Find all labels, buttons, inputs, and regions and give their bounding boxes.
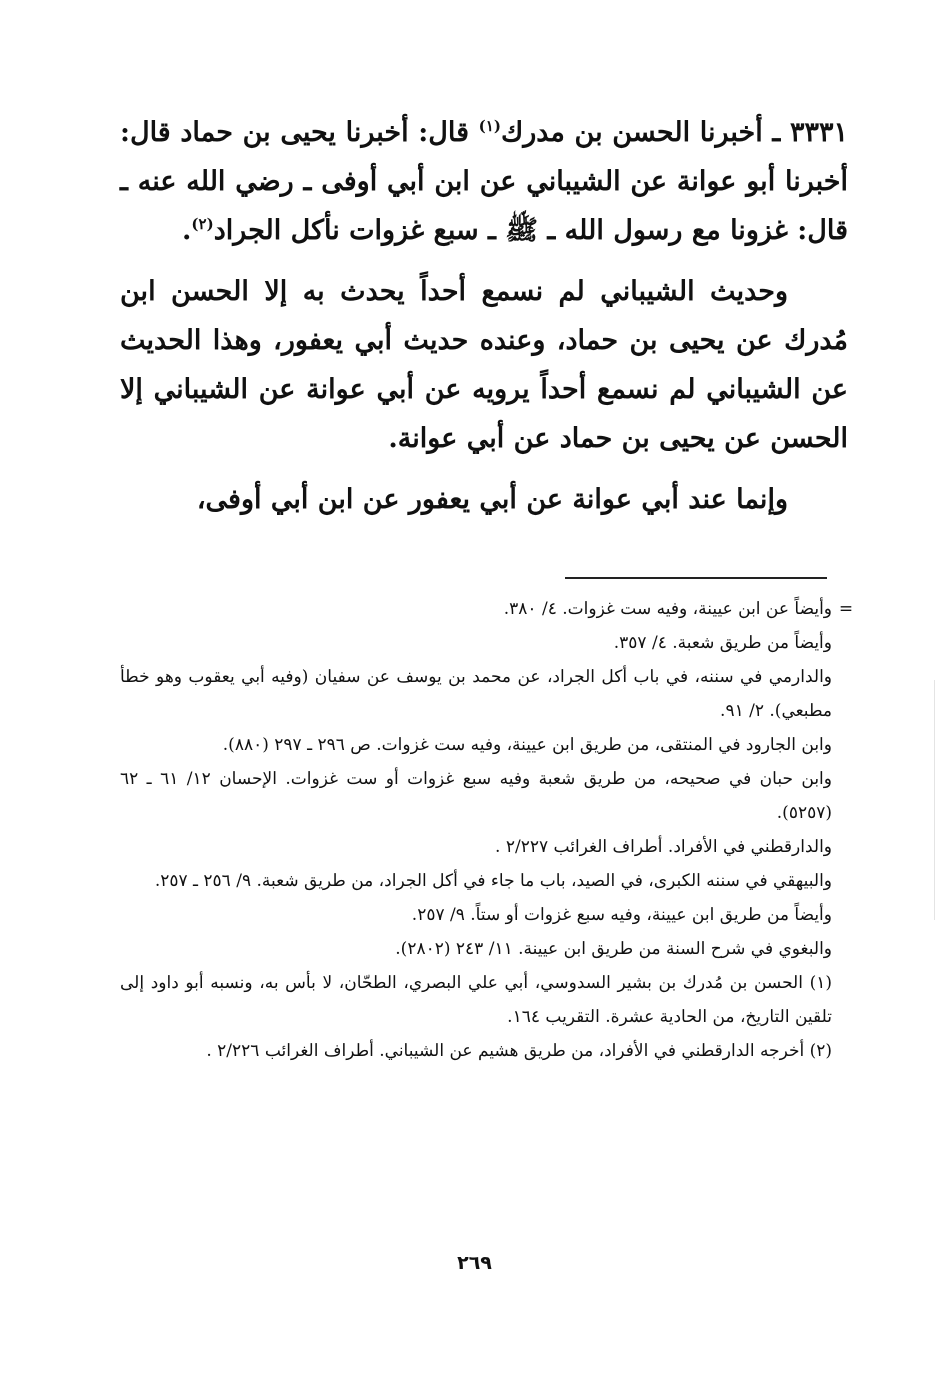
footnote-ref-2: (٢) [191, 215, 214, 233]
footnote-line: وابن حبان في صحيحه، من طريق شعبة وفيه سبع غزوات أو ست غزوات. الإحسان ١٢/ ٦١ ـ ٦٢ (٥٢٥٧). [120, 769, 832, 823]
page-number: ٢٦٩ [457, 1252, 492, 1274]
footnote-2: (٢) أخرجه الدارقطني في الأفراد، من طريق هشيم عن الشيباني. أطراف الغرائب ٢/٢٢٦ . [206, 1041, 832, 1061]
footnote-line: وابن الجارود في المنتقى، من طريق ابن عيينة، وفيه ست غزوات. ص ٢٩٦ ـ ٢٩٧ (٨٨٠). [222, 735, 832, 755]
footnote-line: وأيضاً من طريق ابن عيينة، وفيه سبع غزوات أو ستاً. ٩/ ٢٥٧. [411, 905, 832, 925]
commentary-text-2: وإنما عند أبي عوانة عن أبي يعفور عن ابن أبي أوفى، [196, 484, 788, 515]
footnote-line: والبيهقي في سننه الكبرى، في الصيد، باب ما جاء في أكل الجراد، من طريق شعبة. ٩/ ٢٥٦ ـ ٢٥٧. [154, 871, 832, 891]
footnote-line: والدارقطني في الأفراد. أطراف الغرائب ٢/٢٢٧ . [495, 837, 832, 857]
footnotes [120, 592, 832, 1068]
footnote-line: وأيضاً عن ابن عيينة، وفيه ست غزوات. ٤/ ٣٨٠. [503, 599, 832, 619]
footnote-ref-1: (١) [478, 117, 501, 135]
scan-edge-line [934, 680, 935, 920]
hadith-text-end: . [182, 215, 192, 246]
footnote-separator-line [565, 577, 827, 579]
footnote-line: والدارمي في سننه، في باب أكل الجراد، عن محمد بن يوسف عن سفيان (وفيه أبي يعقوب وهو خطأ مطبعي). ٢/ ٩١. [120, 667, 832, 721]
commentary-paragraph-2 [120, 475, 848, 524]
hadith-number: ٣٣٣١ [789, 117, 848, 148]
hadith-text-part1: أخبرنا الحسن بن مدرك [500, 117, 763, 148]
main-text [120, 108, 848, 524]
commentary-text-1: وحديث الشيباني لم نسمع أحداً يحدث به إلا الحسن ابن مُدرك عن يحيى بن حماد، وعنده حديث أبي يعفور، وهذا الحديث عن الشيباني لم نسمع أحداً يرويه عن أبي عوانة عن الشيباني إلا الحسن عن يحيى بن حماد عن أبي عوانة. [120, 276, 848, 454]
footnote-line: وأيضاً من طريق شعبة. ٤/ ٣٥٧. [613, 633, 832, 653]
hadith-separator: ـ [762, 117, 790, 148]
footnote-continuation-marker: = [838, 599, 854, 619]
hadith-paragraph [120, 108, 848, 255]
commentary-paragraph-1 [120, 267, 848, 463]
footnote-line: والبغوي في شرح السنة من طريق ابن عيينة. ١١/ ٢٤٣ (٢٨٠٢). [395, 939, 832, 959]
hadith-text-part2: قال: أخبرنا يحيى بن حماد قال: أخبرنا أبو عوانة عن الشيباني عن ابن أبي أوفى ـ رضي الله عنه ـ قال: غزونا مع رسول الله ـ ﷺ ـ سبع غزوات نأكل الجراد [120, 117, 848, 246]
footnote-1: (١) الحسن بن مُدرك بن بشير السدوسي، أبي علي البصري، الطحّان، لا بأس به، ونسبه أبو داود إلى تلقين التاريخ، من الحادية عشرة. التقريب ١٦٤. [120, 973, 832, 1027]
